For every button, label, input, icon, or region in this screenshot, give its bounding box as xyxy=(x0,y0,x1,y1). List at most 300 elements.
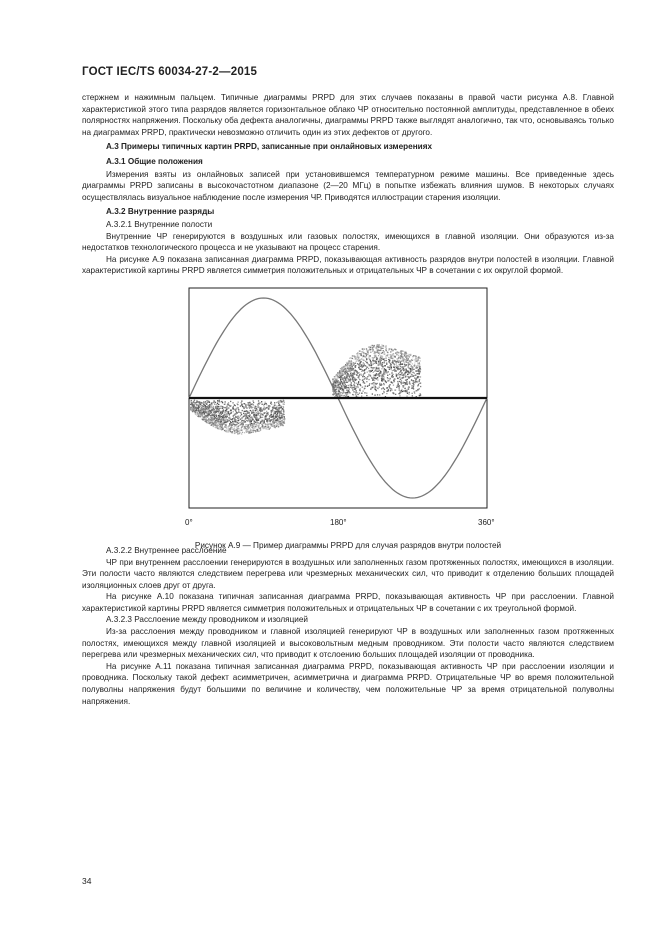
pd-point-positive xyxy=(420,360,421,361)
pd-point-positive xyxy=(381,348,382,349)
pd-point-positive xyxy=(412,393,413,394)
pd-point-negative xyxy=(230,431,231,432)
pd-point-negative xyxy=(195,407,196,408)
pd-point-negative xyxy=(245,421,246,422)
subsubsection-heading: А.3.2.2 Внутреннее расслоение xyxy=(106,545,227,555)
pd-point-negative xyxy=(238,423,239,424)
pd-point-positive xyxy=(397,351,398,352)
pd-point-negative xyxy=(213,406,214,407)
pd-point-negative xyxy=(274,412,275,413)
pd-point-negative xyxy=(273,413,274,414)
pd-point-positive xyxy=(415,370,416,371)
pd-point-negative xyxy=(228,411,229,412)
pd-point-negative xyxy=(276,402,277,403)
pd-point-positive xyxy=(346,387,347,388)
pd-point-positive xyxy=(365,385,366,386)
pd-point-positive xyxy=(398,364,399,365)
pd-point-positive xyxy=(392,353,393,354)
pd-point-negative xyxy=(265,412,266,413)
pd-point-negative xyxy=(239,412,240,413)
pd-point-negative xyxy=(219,428,220,429)
pd-point-negative xyxy=(263,423,264,424)
pd-point-positive xyxy=(334,385,335,386)
pd-point-positive xyxy=(356,357,357,358)
pd-point-positive xyxy=(400,352,401,353)
pd-point-positive xyxy=(392,360,393,361)
pd-point-positive xyxy=(390,356,391,357)
pd-point-positive xyxy=(375,355,376,356)
pd-point-negative xyxy=(253,412,254,413)
pd-point-positive xyxy=(408,360,409,361)
pd-point-negative xyxy=(275,426,276,427)
pd-point-positive xyxy=(343,377,344,378)
pd-point-positive xyxy=(377,344,378,345)
paragraph: ЧР при внутреннем расслоении генерируются в воздушных или заполненных газом протяженных полостях, имеющихся в изоляции. Эти полости часто являются следствием перегрева или чрезмерных механических сил, что приводит к отделению больших площадей изоляционных слоев друг от друга. xyxy=(82,557,614,590)
pd-point-positive xyxy=(346,372,347,373)
pd-point-negative xyxy=(219,406,220,407)
pd-point-positive xyxy=(348,385,349,386)
pd-point-positive xyxy=(352,358,353,359)
pd-point-negative xyxy=(237,420,238,421)
pd-point-positive xyxy=(383,345,384,346)
pd-point-positive xyxy=(357,386,358,387)
pd-point-positive xyxy=(352,379,353,380)
pd-point-positive xyxy=(334,376,335,377)
pd-point-negative xyxy=(268,408,269,409)
pd-point-positive xyxy=(379,367,380,368)
pd-point-positive xyxy=(378,388,379,389)
pd-point-positive xyxy=(368,379,369,380)
pd-point-negative xyxy=(204,406,205,407)
pd-point-negative xyxy=(212,409,213,410)
pd-point-positive xyxy=(416,370,417,371)
pd-point-positive xyxy=(332,390,333,391)
pd-point-positive xyxy=(395,352,396,353)
pd-point-negative xyxy=(207,414,208,415)
pd-point-positive xyxy=(380,363,381,364)
pd-point-positive xyxy=(370,349,371,350)
pd-point-positive xyxy=(348,371,349,372)
pd-point-positive xyxy=(344,373,345,374)
pd-point-positive xyxy=(396,363,397,364)
pd-point-negative xyxy=(251,411,252,412)
pd-point-positive xyxy=(350,384,351,385)
pd-point-negative xyxy=(230,429,231,430)
pd-point-negative xyxy=(258,420,259,421)
pd-point-negative xyxy=(253,402,254,403)
pd-point-negative xyxy=(219,423,220,424)
pd-point-negative xyxy=(232,427,233,428)
pd-point-negative xyxy=(241,430,242,431)
pd-point-negative xyxy=(262,417,263,418)
pd-point-positive xyxy=(402,356,403,357)
pd-point-negative xyxy=(222,415,223,416)
pd-point-positive xyxy=(362,387,363,388)
pd-point-positive xyxy=(356,386,357,387)
pd-point-positive xyxy=(342,374,343,375)
pd-point-negative xyxy=(245,426,246,427)
pd-point-positive xyxy=(358,372,359,373)
pd-point-positive xyxy=(389,374,390,375)
pd-point-positive xyxy=(414,362,415,363)
pd-point-negative xyxy=(260,414,261,415)
pd-point-positive xyxy=(403,375,404,376)
pd-point-negative xyxy=(229,418,230,419)
pd-point-positive xyxy=(360,361,361,362)
pd-point-negative xyxy=(270,423,271,424)
pd-point-positive xyxy=(389,387,390,388)
pd-point-positive xyxy=(373,371,374,372)
pd-point-negative xyxy=(257,404,258,405)
pd-point-positive xyxy=(346,389,347,390)
pd-point-positive xyxy=(400,366,401,367)
pd-point-positive xyxy=(359,350,360,351)
pd-point-negative xyxy=(223,423,224,424)
pd-point-negative xyxy=(212,419,213,420)
pd-point-positive xyxy=(406,381,407,382)
pd-point-negative xyxy=(209,405,210,406)
pd-point-positive xyxy=(352,373,353,374)
pd-point-positive xyxy=(380,356,381,357)
pd-point-negative xyxy=(277,419,278,420)
pd-point-negative xyxy=(207,408,208,409)
pd-point-positive xyxy=(348,381,349,382)
pd-point-positive xyxy=(351,363,352,364)
pd-point-positive xyxy=(362,370,363,371)
pd-point-positive xyxy=(368,357,369,358)
pd-point-positive xyxy=(406,355,407,356)
pd-point-negative xyxy=(259,407,260,408)
pd-point-negative xyxy=(235,421,236,422)
pd-point-negative xyxy=(191,402,192,403)
pd-point-negative xyxy=(216,411,217,412)
pd-point-positive xyxy=(332,394,333,395)
pd-point-negative xyxy=(226,427,227,428)
pd-point-positive xyxy=(400,370,401,371)
pd-point-negative xyxy=(264,406,265,407)
pd-point-positive xyxy=(396,387,397,388)
pd-point-positive xyxy=(404,365,405,366)
pd-point-positive xyxy=(370,388,371,389)
pd-point-positive xyxy=(376,361,377,362)
pd-point-positive xyxy=(381,380,382,381)
pd-point-negative xyxy=(283,414,284,415)
pd-point-positive xyxy=(355,367,356,368)
pd-point-negative xyxy=(225,418,226,419)
pd-point-positive xyxy=(417,362,418,363)
pd-point-positive xyxy=(379,384,380,385)
pd-point-positive xyxy=(347,366,348,367)
pd-point-negative xyxy=(222,406,223,407)
pd-point-positive xyxy=(364,376,365,377)
pd-point-negative xyxy=(232,402,233,403)
page-content xyxy=(82,92,614,707)
pd-point-positive xyxy=(412,367,413,368)
pd-point-positive xyxy=(413,388,414,389)
pd-point-positive xyxy=(413,386,414,387)
pd-point-negative xyxy=(231,422,232,423)
pd-point-positive xyxy=(361,361,362,362)
pd-point-negative xyxy=(249,402,250,403)
pd-point-negative xyxy=(245,427,246,428)
pd-point-positive xyxy=(357,394,358,395)
pd-point-positive xyxy=(387,380,388,381)
pd-point-positive xyxy=(416,390,417,391)
pd-point-positive xyxy=(411,385,412,386)
pd-point-negative xyxy=(265,428,266,429)
pd-point-negative xyxy=(242,410,243,411)
pd-point-negative xyxy=(209,410,210,411)
prpd-diagram xyxy=(188,287,490,512)
pd-point-negative xyxy=(215,406,216,407)
paragraph: Из-за расслоения между проводником и главной изоляцией генерируют ЧР в воздушных или заполненных газом протяженных полостях, имеющихся между главной изоляцией и высоковольтным медным проводником. Эти полости часто являются следствием перегрева или чрезмерных механических сил, что приводит к отслоению больших площадей изоляции от проводника. xyxy=(82,627,614,660)
pd-point-negative xyxy=(238,409,239,410)
pd-point-positive xyxy=(360,373,361,374)
pd-point-negative xyxy=(247,431,248,432)
pd-point-negative xyxy=(261,410,262,411)
pd-point-positive xyxy=(369,359,370,360)
pd-point-positive xyxy=(344,382,345,383)
pd-point-positive xyxy=(372,370,373,371)
pd-point-positive xyxy=(391,357,392,358)
pd-point-positive xyxy=(412,359,413,360)
pd-point-positive xyxy=(366,381,367,382)
pd-point-negative xyxy=(245,424,246,425)
pd-point-positive xyxy=(405,376,406,377)
pd-point-negative xyxy=(239,422,240,423)
pd-point-positive xyxy=(397,377,398,378)
pd-point-negative xyxy=(272,424,273,425)
pd-point-positive xyxy=(405,390,406,391)
pd-point-positive xyxy=(356,361,357,362)
pd-point-negative xyxy=(280,412,281,413)
pd-point-positive xyxy=(341,374,342,375)
pd-point-positive xyxy=(393,366,394,367)
pd-point-negative xyxy=(281,415,282,416)
pd-point-negative xyxy=(269,405,270,406)
pd-point-positive xyxy=(391,381,392,382)
pd-point-positive xyxy=(379,394,380,395)
pd-point-positive xyxy=(353,381,354,382)
pd-point-negative xyxy=(193,401,194,402)
paragraph: На рисунке А.11 показана типичная записанная диаграмма PRPD, показывающая активность ЧР при расслоении изоляции и проводника. Поскольку такой дефект асимметричен, асимметрична и диаграмма PRPD. Отрицательные ЧР во время положительной полуволны напряжения будут большими по величине и количеству, чем положительные ЧР за время отрицательной полуволны напряжения. xyxy=(82,661,614,706)
pd-point-negative xyxy=(219,401,220,402)
pd-point-negative xyxy=(264,404,265,405)
pd-point-positive xyxy=(353,377,354,378)
pd-point-negative xyxy=(270,402,271,403)
pd-point-negative xyxy=(281,408,282,409)
pd-point-positive xyxy=(374,394,375,395)
pd-point-positive xyxy=(369,364,370,365)
pd-point-positive xyxy=(383,373,384,374)
pd-point-positive xyxy=(362,390,363,391)
pd-point-negative xyxy=(238,426,239,427)
pd-point-positive xyxy=(342,379,343,380)
pd-point-positive xyxy=(400,382,401,383)
pd-point-positive xyxy=(383,371,384,372)
pd-point-negative xyxy=(200,416,201,417)
pd-point-positive xyxy=(388,350,389,351)
pd-point-positive xyxy=(350,375,351,376)
pd-point-positive xyxy=(344,377,345,378)
pd-point-negative xyxy=(245,411,246,412)
pd-point-positive xyxy=(419,395,420,396)
pd-point-positive xyxy=(392,350,393,351)
pd-point-positive xyxy=(352,389,353,390)
pd-point-positive xyxy=(379,383,380,384)
pd-point-positive xyxy=(351,360,352,361)
pd-point-positive xyxy=(415,382,416,383)
pd-point-negative xyxy=(226,406,227,407)
pd-point-negative xyxy=(258,425,259,426)
pd-point-negative xyxy=(219,408,220,409)
pd-point-positive xyxy=(369,371,370,372)
pd-point-positive xyxy=(363,355,364,356)
pd-point-negative xyxy=(216,409,217,410)
pd-point-negative xyxy=(219,426,220,427)
pd-point-positive xyxy=(403,374,404,375)
pd-point-negative xyxy=(236,427,237,428)
pd-point-positive xyxy=(418,365,419,366)
pd-point-positive xyxy=(401,366,402,367)
pd-point-negative xyxy=(252,417,253,418)
pd-point-positive xyxy=(397,358,398,359)
pd-point-positive xyxy=(367,367,368,368)
pd-point-positive xyxy=(400,379,401,380)
pd-point-positive xyxy=(408,386,409,387)
pd-point-negative xyxy=(243,420,244,421)
pd-point-negative xyxy=(224,416,225,417)
pd-point-negative xyxy=(216,416,217,417)
pd-point-positive xyxy=(388,389,389,390)
pd-point-positive xyxy=(367,385,368,386)
pd-point-positive xyxy=(365,377,366,378)
pd-point-positive xyxy=(349,358,350,359)
pd-point-negative xyxy=(283,421,284,422)
pd-point-positive xyxy=(352,368,353,369)
pd-point-negative xyxy=(233,421,234,422)
pd-point-positive xyxy=(341,381,342,382)
pd-point-negative xyxy=(211,404,212,405)
pd-point-positive xyxy=(406,358,407,359)
pd-point-positive xyxy=(394,361,395,362)
pd-point-negative xyxy=(263,420,264,421)
pd-point-positive xyxy=(362,366,363,367)
pd-point-positive xyxy=(381,368,382,369)
pd-point-negative xyxy=(218,421,219,422)
pd-point-negative xyxy=(280,405,281,406)
pd-point-negative xyxy=(253,404,254,405)
pd-point-negative xyxy=(246,410,247,411)
pd-point-positive xyxy=(400,364,401,365)
pd-point-positive xyxy=(361,364,362,365)
pd-point-positive xyxy=(350,378,351,379)
pd-point-negative xyxy=(230,424,231,425)
pd-point-positive xyxy=(407,374,408,375)
pd-point-positive xyxy=(364,382,365,383)
pd-point-negative xyxy=(241,418,242,419)
paragraph: Внутренние ЧР генерируются в воздушных или газовых полостях, имеющихся в главной изоляции. Они образуются из-за недостатков технологического процесса и не указывают на процесс старения. xyxy=(82,231,614,253)
pd-point-negative xyxy=(256,424,257,425)
pd-point-positive xyxy=(376,383,377,384)
pd-point-negative xyxy=(198,404,199,405)
pd-point-positive xyxy=(353,394,354,395)
pd-point-positive xyxy=(354,363,355,364)
pd-point-positive xyxy=(365,361,366,362)
pd-point-negative xyxy=(204,410,205,411)
pd-point-negative xyxy=(257,422,258,423)
pd-point-positive xyxy=(355,379,356,380)
pd-point-negative xyxy=(248,402,249,403)
pd-point-negative xyxy=(198,409,199,410)
pd-point-positive xyxy=(385,345,386,346)
pd-point-positive xyxy=(345,366,346,367)
pd-point-negative xyxy=(209,414,210,415)
pd-point-positive xyxy=(340,387,341,388)
pd-point-negative xyxy=(222,412,223,413)
pd-point-negative xyxy=(252,419,253,420)
pd-point-negative xyxy=(245,418,246,419)
pd-point-negative xyxy=(209,412,210,413)
pd-point-negative xyxy=(232,425,233,426)
pd-point-positive xyxy=(409,381,410,382)
pd-point-positive xyxy=(347,393,348,394)
pd-point-negative xyxy=(259,428,260,429)
pd-point-negative xyxy=(246,404,247,405)
pd-point-negative xyxy=(256,412,257,413)
pd-point-negative xyxy=(242,406,243,407)
pd-point-positive xyxy=(374,380,375,381)
pd-point-positive xyxy=(369,385,370,386)
pd-point-positive xyxy=(363,365,364,366)
pd-point-negative xyxy=(225,420,226,421)
pd-point-negative xyxy=(205,405,206,406)
pd-point-positive xyxy=(383,379,384,380)
pd-point-positive xyxy=(370,347,371,348)
pd-point-negative xyxy=(239,430,240,431)
pd-point-negative xyxy=(259,402,260,403)
pd-point-positive xyxy=(374,363,375,364)
pd-point-positive xyxy=(419,379,420,380)
pd-point-negative xyxy=(233,415,234,416)
pd-point-negative xyxy=(191,400,192,401)
pd-point-negative xyxy=(259,423,260,424)
pd-point-positive xyxy=(347,363,348,364)
pd-point-positive xyxy=(399,376,400,377)
pd-point-positive xyxy=(351,382,352,383)
pd-point-positive xyxy=(387,378,388,379)
pd-point-negative xyxy=(204,411,205,412)
pd-point-positive xyxy=(341,385,342,386)
pd-point-negative xyxy=(222,411,223,412)
pd-point-negative xyxy=(273,420,274,421)
pd-point-positive xyxy=(399,395,400,396)
pd-point-positive xyxy=(389,385,390,386)
pd-point-positive xyxy=(414,392,415,393)
pd-point-negative xyxy=(243,413,244,414)
pd-point-positive xyxy=(378,344,379,345)
pd-point-positive xyxy=(407,389,408,390)
pd-point-positive xyxy=(415,379,416,380)
pd-point-negative xyxy=(246,415,247,416)
pd-point-positive xyxy=(377,349,378,350)
pd-point-negative xyxy=(206,413,207,414)
pd-point-negative xyxy=(228,407,229,408)
pd-point-positive xyxy=(417,376,418,377)
pd-point-positive xyxy=(387,375,388,376)
pd-point-positive xyxy=(375,360,376,361)
pd-point-negative xyxy=(277,424,278,425)
